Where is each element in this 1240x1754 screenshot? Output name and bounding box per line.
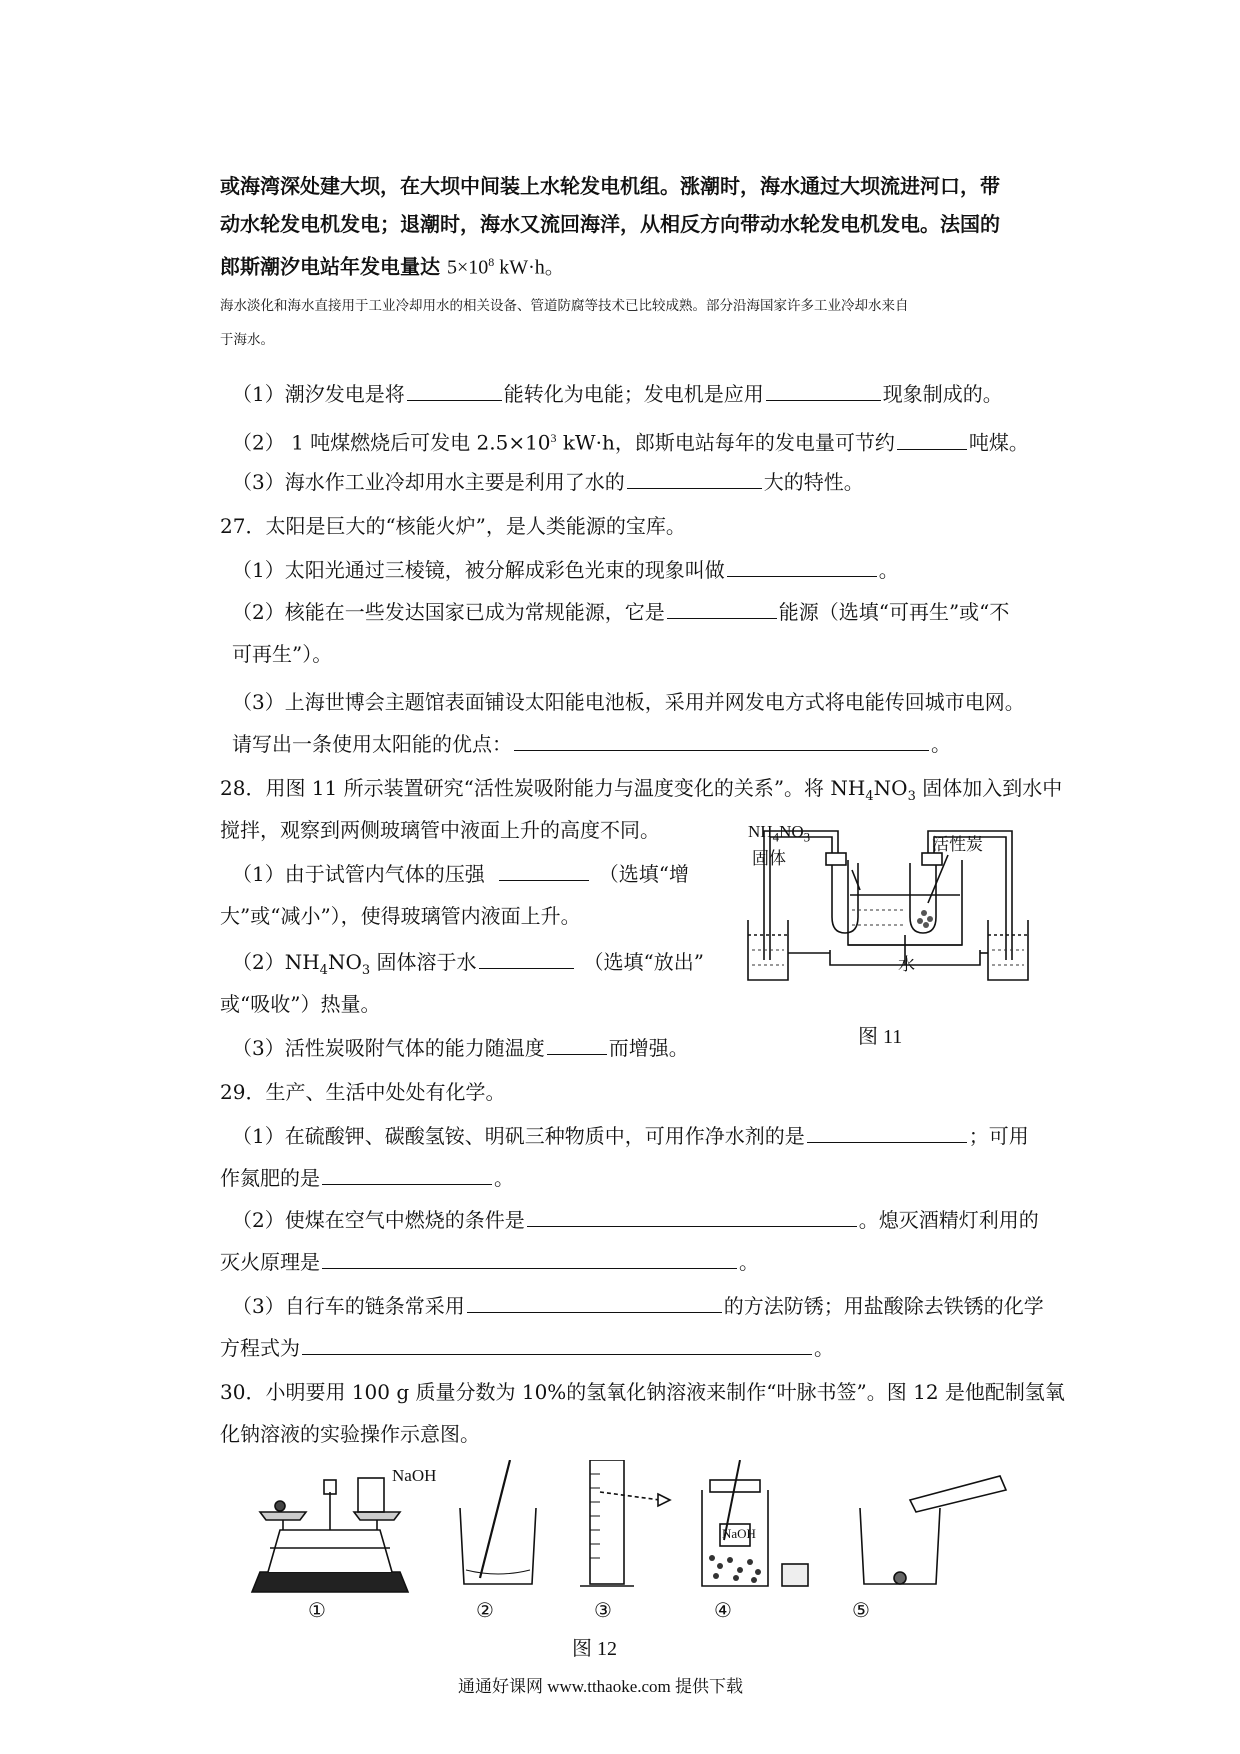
answer-blank[interactable]	[302, 1334, 812, 1355]
step-marker: ②	[476, 1598, 494, 1622]
answer-blank[interactable]	[547, 1034, 607, 1055]
q27-part-3-cont: 请写出一条使用太阳能的优点： 。	[232, 732, 951, 756]
answer-blank[interactable]	[627, 468, 762, 489]
answer-blank[interactable]	[727, 556, 877, 577]
fig12-label-naoh: NaOH	[392, 1466, 437, 1485]
passage-line-3: 郎斯潮汐电站年发电量达 $5\times 10^8$ kW·h。	[220, 254, 565, 279]
passage-small-1: 海水淡化和海水直接用于工业冷却用水的相关设备、管道防腐等技术已比较成熟。部分沿海国家许多工业冷却水来自	[220, 298, 909, 314]
q28-stem: 28．用图 11 所示装置研究“活性炭吸附能力与温度变化的关系”。将 $NH_4NO_3$ 固体加入到水中	[220, 776, 1063, 804]
q27-part-3: （3）上海世博会主题馆表面铺设太阳能电池板，采用并网发电方式将电能传回城市电网。	[232, 690, 1025, 714]
q28-part-1: （1）由于试管内气体的压强 （选填“增	[232, 862, 689, 886]
q28-stem-cont: 搅拌，观察到两侧玻璃管中液面上升的高度不同。	[220, 818, 660, 842]
q29-stem: 29．生产、生活中处处有化学。	[220, 1080, 506, 1104]
q26-part-1: （1）潮汐发电是将 能转化为电能；发电机是应用 现象制成的。	[232, 382, 1003, 406]
q26-part-2: （2） 1 吨煤燃烧后可发电 $2.5\times 10^3$ kW·h，郎斯电站每年的发电量可节约 吨煤。	[232, 430, 1029, 455]
answer-blank[interactable]	[499, 860, 589, 881]
q29-part-2: （2）使煤在空气中燃烧的条件是 。熄灭酒精灯利用的	[232, 1208, 1039, 1232]
q29-part-1: （1）在硫酸钾、碳酸氢铵、明矾三种物质中，可用作净水剂的是 ；可用	[232, 1124, 1029, 1148]
fig12-jar-label: NaOH	[722, 1526, 756, 1541]
q29-part-1-cont: 作氮肥的是 。	[220, 1166, 514, 1190]
fig11-label-water: 水	[898, 955, 915, 975]
answer-blank[interactable]	[479, 948, 574, 969]
answer-blank[interactable]	[467, 1292, 722, 1313]
answer-blank[interactable]	[407, 380, 502, 401]
q29-part-3: （3）自行车的链条常采用 的方法防锈；用盐酸除去铁锈的化学	[232, 1294, 1044, 1318]
q27-part-2: （2）核能在一些发达国家已成为常规能源，它是 能源（选填“可再生”或“不	[232, 600, 1010, 624]
answer-blank[interactable]	[766, 380, 881, 401]
answer-blank[interactable]	[897, 429, 967, 450]
q27-part-1: （1）太阳光通过三棱镜，被分解成彩色光束的现象叫做 。	[232, 558, 899, 582]
q26-part-3: （3）海水作工业冷却用水主要是利用了水的 大的特性。	[232, 470, 864, 494]
fig11-label-activated-carbon: 活性炭	[932, 835, 983, 855]
q30-stem: 30．小明要用 100 g 质量分数为 10%的氢氧化钠溶液来制作“叶脉书签”。图 12 是他配制氢氧	[220, 1380, 1065, 1404]
answer-blank[interactable]	[322, 1164, 492, 1185]
q30-stem-cont: 化钠溶液的实验操作示意图。	[220, 1422, 480, 1446]
step-marker: ⑤	[852, 1598, 870, 1622]
fig11-label-nh4no3: $NH_4NO_3$	[748, 822, 811, 845]
q29-part-3-cont: 方程式为 。	[220, 1336, 834, 1360]
step-marker: ④	[714, 1598, 732, 1622]
answer-blank[interactable]	[807, 1122, 967, 1143]
figure-12-caption: 图 12	[572, 1638, 617, 1660]
q27-part-2-cont: 可再生”）。	[232, 642, 333, 666]
figure-12-steps	[240, 1460, 1020, 1600]
q27-stem: 27．太阳是巨大的“核能火炉”，是人类能源的宝库。	[220, 514, 686, 538]
q29-part-2-cont: 灭火原理是 。	[220, 1250, 759, 1274]
fig11-label-solid: 固体	[752, 849, 786, 869]
answer-blank[interactable]	[514, 730, 929, 751]
footer-source: 通通好课网 www.tthaoke.com 提供下载	[458, 1677, 744, 1696]
q28-part-3: （3）活性炭吸附气体的能力随温度 而增强。	[232, 1036, 689, 1060]
step-marker: ③	[594, 1598, 612, 1622]
q28-part-2: $(2)NH_4NO_3$ 固体溶于水 （选填“放出”	[232, 950, 704, 978]
q28-part-2-cont: 或“吸收”）热量。	[220, 992, 381, 1016]
q28-part-1-cont: 大”或“减小”），使得玻璃管内液面上升。	[220, 904, 581, 928]
passage-line-2: 动水轮发电机发电；退潮时，海水又流回海洋，从相反方向带动水轮发电机发电。法国的	[220, 212, 1000, 236]
answer-blank[interactable]	[667, 598, 777, 619]
step-marker: ①	[308, 1598, 326, 1622]
passage-small-2: 于海水。	[220, 332, 274, 348]
passage-line-1: 或海湾深处建大坝，在大坝中间装上水轮发电机组。涨潮时，海水通过大坝流进河口，带	[220, 174, 1000, 198]
answer-blank[interactable]	[322, 1248, 737, 1269]
answer-blank[interactable]	[527, 1206, 857, 1227]
figure-11-caption: 图 11	[858, 1026, 903, 1048]
